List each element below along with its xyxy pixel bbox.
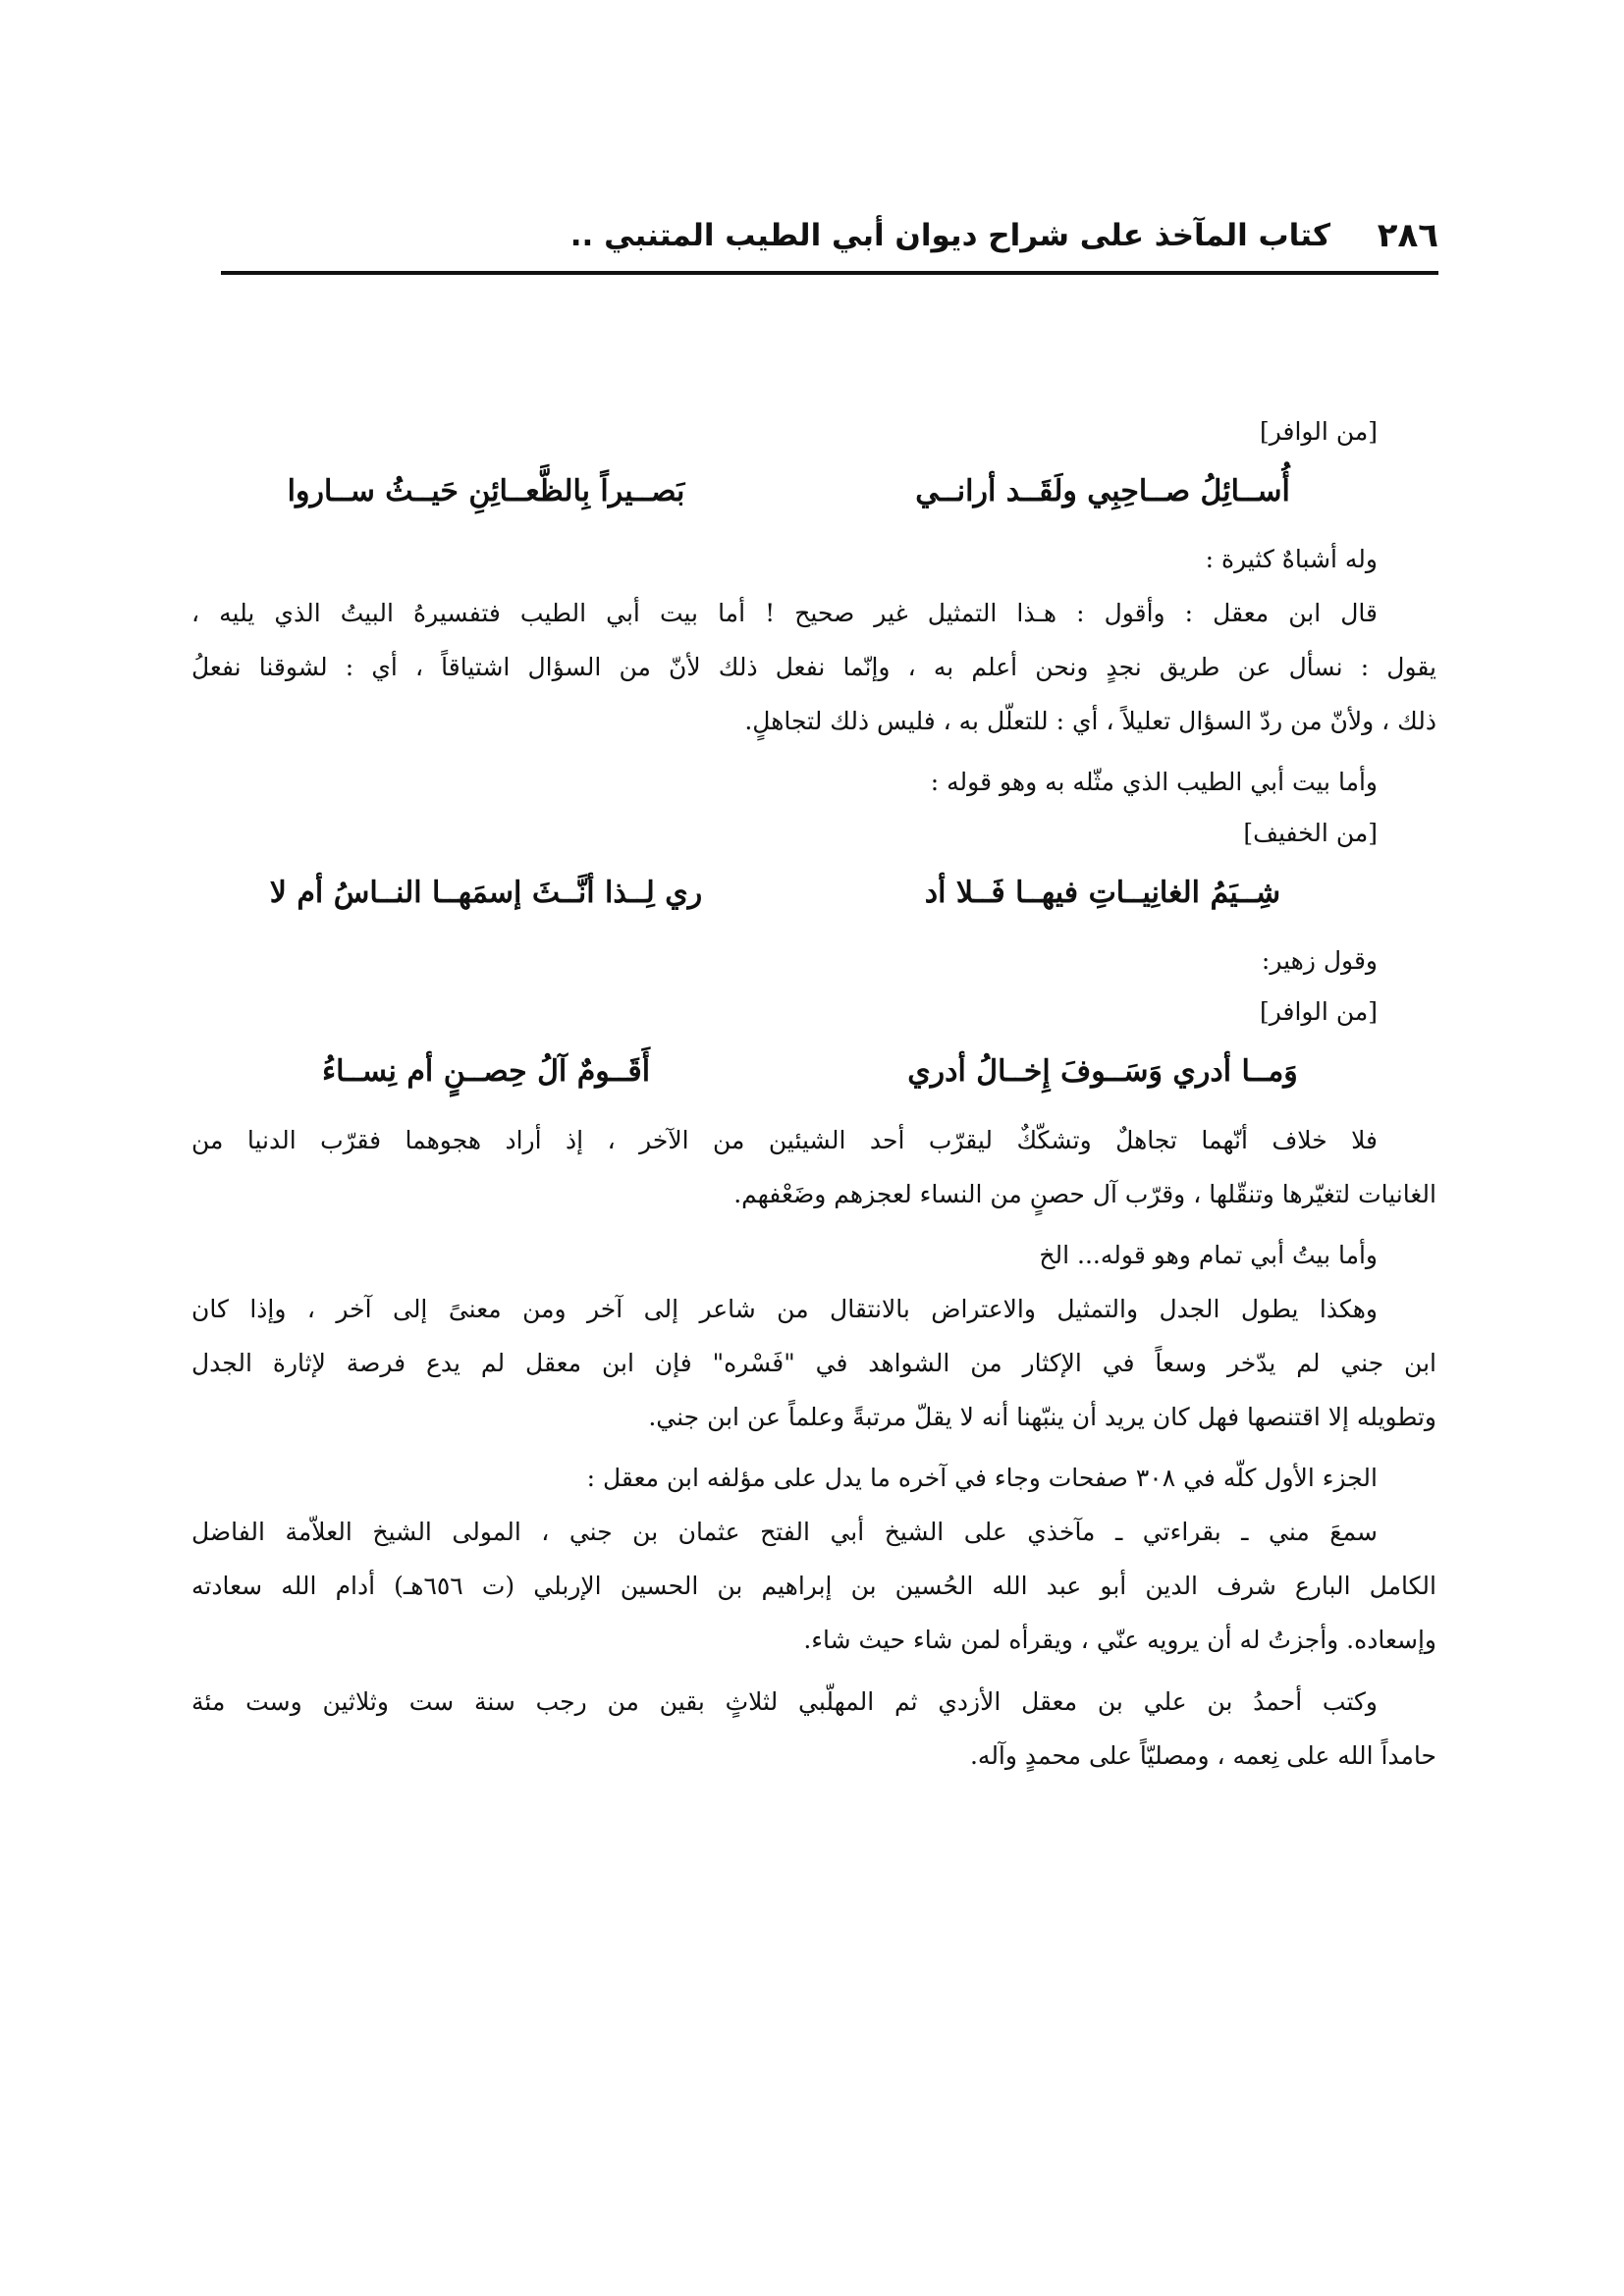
meter-label: [من الوافر] (1259, 417, 1378, 446)
paragraph-line: الغانيات لتغيّرها وتنقّلها ، وقرّب آل حصنٍ من النساء لعجزهم وضَعْفهم. (733, 1180, 1436, 1208)
paragraph-line: ابن جني لم يدّخر وسعاً في الإكثار من الشواهد في "فَسْره" فإن ابن معقل لم يدع فرصة لإثارة الجدل (191, 1349, 1436, 1377)
verse-first-hemistich: شِــيَمُ الغانِيــاتِ فيهــا فَــلا أد (924, 876, 1281, 910)
paragraph-line: قال ابن معقل : وأقول : هـذا التمثيل غير صحيح ! أما بيت أبي الطيب فتفسيرهُ البيتُ الذي يليه ، (191, 599, 1378, 627)
text-line: الجزء الأول كلّه في ٣٠٨ صفحات وجاء في آخره ما يدل على مؤلفه ابن معقل : (586, 1464, 1378, 1492)
verse-second-hemistich: بَصــيراً بِالظَّعــائِنِ حَيــثُ ســاروا (287, 474, 685, 508)
paragraph-line: وإسعاده. وأجزتُ له أن يرويه عنّي ، ويقرأه لمن شاء حيث شاء. (803, 1626, 1436, 1654)
page-body (191, 407, 1436, 1790)
verse-second-hemistich: أَقَــومٌ آلُ حِصــنٍ أم نِســاءُ (321, 1054, 651, 1089)
paragraph (191, 1505, 1436, 1667)
verse (191, 858, 1436, 929)
verse-first-hemistich: أُســائِلُ صــاحِبِي ولَقَــد أرانــي (915, 474, 1290, 508)
verse-first-hemistich: وَمــا أدري وَسَــوفَ إِخــالُ أدري (907, 1054, 1298, 1089)
page-number: ٢٨٦ (1377, 216, 1438, 255)
paragraph-line: وتطويله إلا اقتنصها فهل كان يريد أن ينبّهنا أنه لا يقلّ مرتبةً وعلماً عن ابن جني. (648, 1403, 1436, 1431)
verse-second-hemistich: ري لِــذا أنَّــثَ إسمَهــا النــاسُ أم لا (269, 876, 703, 910)
paragraph-line: فلا خلاف أنّهما تجاهلٌ وتشكّكٌ ليقرّب أحد الشيئين من الآخر ، إذ أراد هجوهما فقرّب الدنيا من (191, 1126, 1378, 1154)
paragraph-line: حامداً الله على نِعمه ، ومصليّاً على محمدٍ وآله. (969, 1741, 1436, 1770)
text-line: وأما بيتُ أبي تمام وهو قوله... الخ (1039, 1241, 1378, 1269)
paragraph-line: الكامل البارع شرف الدين أبو عبد الله الحُسين بن إبراهيم بن الحسين الإربلي (ت ٦٥٦هـ) أدام الله سعادته (191, 1572, 1436, 1600)
text-line: وله أشباهٌ كثيرة : (1205, 545, 1378, 573)
paragraph-line: سمعَ مني ـ بقراءتي ـ مآخذي على الشيخ أبي الفتح عثمان بن جني ، المولى الشيخ العلاّمة الفاضل (191, 1518, 1378, 1546)
header-rule (221, 271, 1438, 275)
verse (191, 456, 1436, 527)
paragraph (191, 1282, 1436, 1444)
meter-label: [من الوافر] (1259, 997, 1378, 1026)
book-title: كتاب المآخذ على شراح ديوان أبي الطيب المتنبي .. (569, 218, 1330, 253)
paragraph-line: وكتب أحمدُ بن علي بن معقل الأزدي ثم المهلّبي لثلاثٍ بقين من رجب سنة ست وثلاثين وست مئة (191, 1687, 1378, 1716)
verse (191, 1037, 1436, 1107)
paragraph-line: يقول : نسأل عن طريق نجدٍ ونحن أعلم به ، وإنّما نفعل ذلك لأنّ من السؤال اشتياقاً ، أي : لشوقنا نفعلُ (191, 653, 1436, 681)
paragraph (191, 586, 1436, 748)
running-header (221, 206, 1438, 275)
meter-label: [من الخفيف] (1243, 819, 1378, 847)
paragraph (191, 1675, 1436, 1783)
text-line: وأما بيت أبي الطيب الذي مثّله به وهو قوله : (930, 768, 1378, 796)
paragraph-line: وهكذا يطول الجدل والتمثيل والاعتراض بالانتقال من شاعر إلى آخر ومن معنىً إلى آخر ، وإذا كان (191, 1295, 1378, 1323)
paragraph (191, 1113, 1436, 1221)
paragraph-line: ذلك ، ولأنّ من ردّ السؤال تعليلاً ، أي : للتعلّل به ، فليس ذلك لتجاهلٍ. (744, 707, 1436, 735)
text-line: وقول زهير: (1261, 946, 1378, 975)
